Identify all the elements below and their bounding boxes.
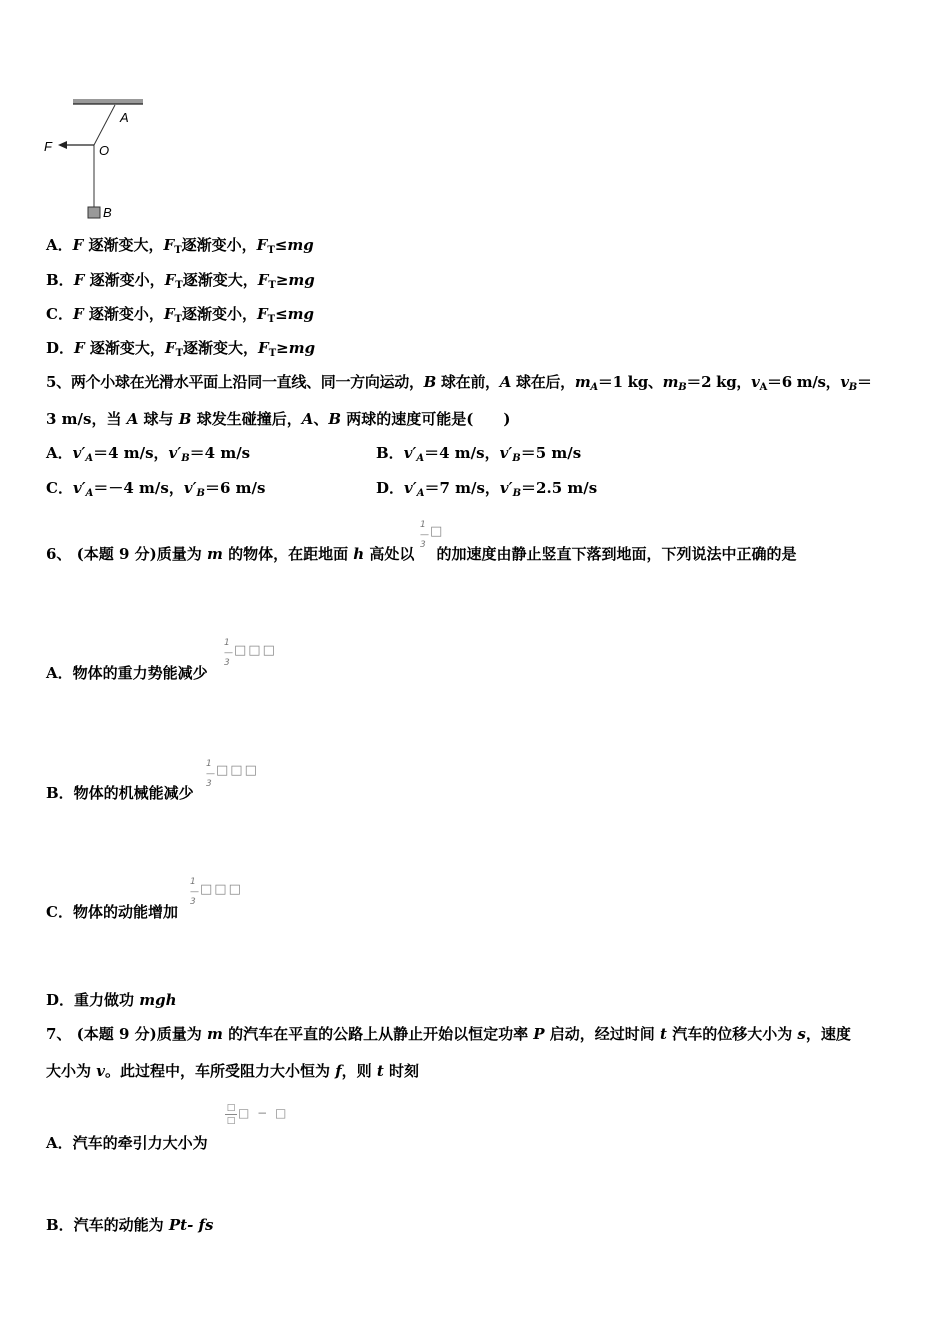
arrow-head-icon (58, 141, 67, 149)
q5-stem-line2: 3 m/s，当 A 球与 B 球发生碰撞后，A、B 两球的速度可能是( ) (46, 410, 511, 428)
q6-b-missing: □□□ (216, 763, 259, 778)
q6-option-a: A．物体的重力势能减少 (46, 664, 208, 682)
q4-option-c: C．F 逐渐变小，$F_T$逐渐变小，$F_T\le mg$ (46, 305, 315, 325)
label-F: F (44, 139, 52, 154)
label-A: A (120, 110, 129, 125)
label-O: O (99, 143, 110, 158)
q5-option-a: A．$v'_A=4$ m/s，$v'_B=4$ m/s (46, 444, 251, 464)
q7-a-fraction: □ □ (226, 1103, 236, 1126)
q6-a-fraction: 1 — 3 (224, 638, 233, 668)
q7-option-b: B．汽车的动能为 Pt- fs (46, 1216, 214, 1234)
block-B (88, 207, 100, 218)
ceiling (73, 99, 143, 104)
q5-options-row2 (46, 478, 906, 504)
q5-options-row1 (46, 443, 906, 469)
q7-stem-line2: 大小为 v。此过程中，车所受阻力大小恒为 f，则 t 时刻 (46, 1062, 420, 1080)
q4-option-d: D．F 逐渐变大，$F_T$逐渐变大，$F_T\ge mg$ (46, 339, 316, 359)
q7-option-a: A．汽车的牵引力大小为 (46, 1134, 208, 1152)
q6-option-c: C．物体的动能增加 (46, 903, 178, 921)
q5-option-c: C．$v'_A=-4$ m/s，$v'_B=6$ m/s (46, 479, 266, 499)
q6-missing-glyph: □ (430, 524, 445, 539)
q6-option-b: B．物体的机械能减少 (46, 784, 194, 802)
q6-fraction: 1 — 3 (420, 520, 429, 550)
q7-stem-line1: 7、 (本题 9 分)质量为 m 的汽车在平直的公路上从静止开始以恒定功率 P 启动，经过时间 t 汽车的位移大小为 s，速度 (46, 1025, 851, 1043)
q6-c-missing: □□□ (200, 882, 243, 897)
q6-c-fraction: 1 — 3 (190, 877, 199, 907)
string-OA (94, 105, 115, 145)
q4-option-a: A．F 逐渐变大，$F_T$逐渐变小，$F_T\le mg$ (46, 236, 314, 256)
q5-option-d: D．$v'_A=7$ m/s，$v'_B=2.5$ m/s (376, 479, 598, 499)
q4-option-b: B．F 逐渐变小，$F_T$逐渐变大，$F_T\ge mg$ (46, 271, 315, 291)
q5-stem-line1: 5、两个小球在光滑水平面上沿同一直线、同一方向运动，B 球在前，A 球在后，$m_A=1$ kg、$m_B=2$ kg，$v_A=6$ m/s，$v_B=$ (46, 373, 872, 393)
q6-b-fraction: 1 — 3 (206, 759, 215, 789)
force-diagram (40, 95, 150, 225)
label-B: B (103, 205, 112, 220)
q5-option-b: B．$v'_A=4$ m/s，$v'_B=5$ m/s (376, 444, 582, 464)
q7-a-formula: □ − □ (238, 1106, 289, 1120)
q6-option-d: D．重力做功 mgh (46, 991, 177, 1009)
q6-stem: 6、 (本题 9 分)质量为 m 的物体，在距地面 h 高处以 的加速度由静止竖直下落到地面，下列说法中正确的是 (46, 545, 797, 563)
q6-a-missing: □□□ (234, 643, 277, 658)
